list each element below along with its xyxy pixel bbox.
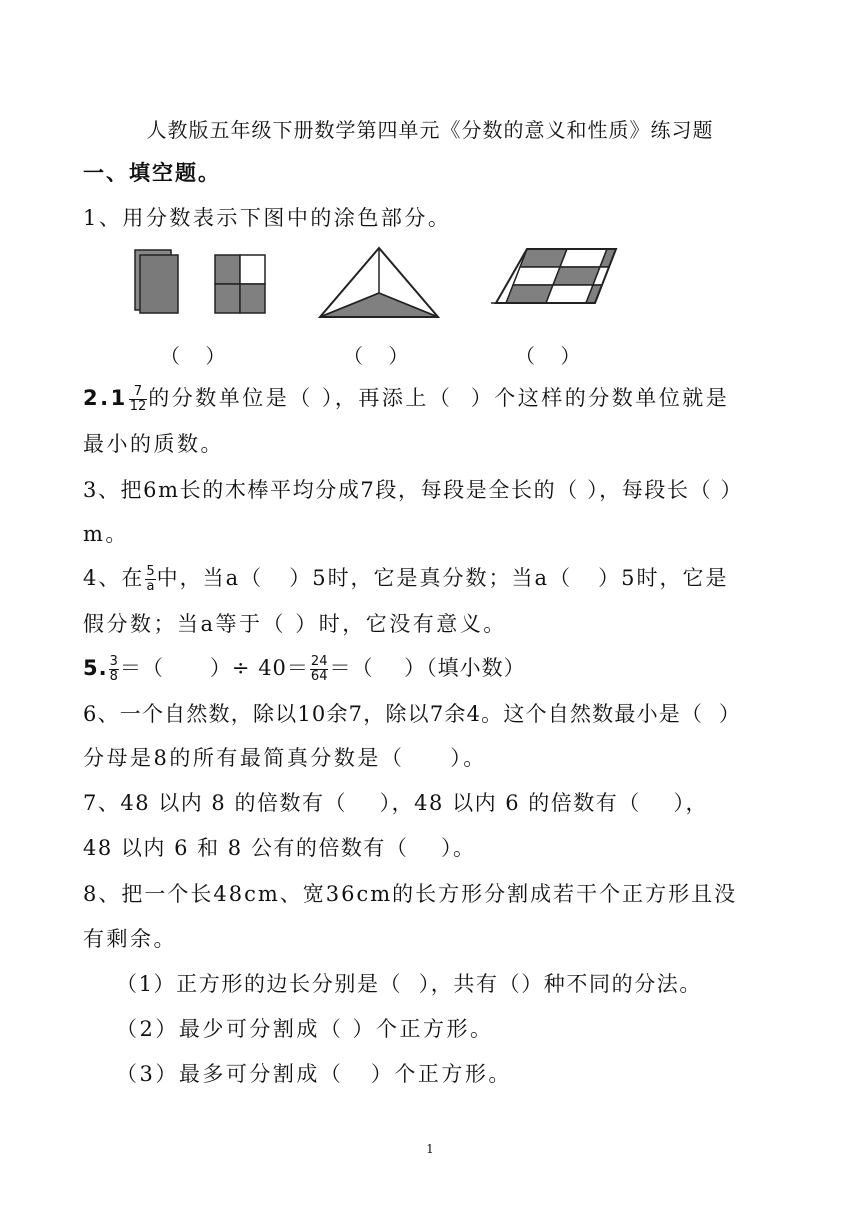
figure-square-grid [215, 255, 265, 313]
q4-fraction-numerator: 5 [146, 564, 155, 579]
question-2-line-2: 最小的质数。 [83, 432, 224, 456]
q2-fraction [129, 385, 148, 414]
q5-fraction-2 [310, 655, 329, 684]
q5-fraction-2-denominator: 64 [310, 669, 328, 684]
q1-answer-blank-3: （ ） [515, 344, 581, 368]
q4-prefix: 4、在 [83, 566, 145, 590]
q4-text: 中，当a（ ）5时，它是真分数；当a（ ）5时，它是 [156, 566, 729, 590]
question-1: 1、用分数表示下图中的涂色部分。 [83, 206, 452, 230]
question-8-line-1: 8、把一个长48cm、宽36cm的长方形分割成若干个正方形且没 [83, 882, 738, 906]
q2-number: 2.1 [83, 386, 128, 410]
q5-middle: ＝（ ）÷ 40＝ [119, 656, 309, 680]
q1-answer-blank-2: （ ） [343, 344, 409, 368]
q5-fraction-1-denominator: 8 [109, 669, 118, 684]
section-heading: 一、填空题。 [83, 161, 221, 185]
q4-fraction [145, 565, 155, 594]
question-7-line-1: 7、48 以内 8 的倍数有（ ），48 以内 6 的倍数有（ ）， [83, 791, 708, 815]
question-3-line-2: m。 [83, 522, 129, 546]
q1-answer-blank-1: （ ） [160, 344, 226, 368]
question-8-sub-1: （1）正方形的边长分别是（ ），共有（）种不同的分法。 [116, 972, 703, 996]
q2-fraction-numerator: 7 [129, 385, 148, 400]
question-6-line-1: 6、一个自然数，除以10余7，除以7余4。这个自然数最小是（ ） [83, 702, 742, 726]
question-3-line-1: 3、把6m长的木棒平均分成7段，每段是全长的（ ），每段长（ ） [83, 478, 744, 502]
question-4-line-1 [83, 564, 728, 594]
question-8-line-2: 有剩余。 [83, 927, 177, 951]
question-8-sub-3: （3）最多可分割成（ ）个正方形。 [116, 1062, 512, 1086]
q5-fraction-1-numerator: 3 [109, 654, 118, 669]
question-1-figures [0, 240, 860, 330]
question-7-line-2: 48 以内 6 和 8 公有的倍数有（ ）。 [83, 836, 476, 860]
page-number: 1 [426, 1142, 434, 1156]
q2-fraction-denominator: 12 [129, 399, 147, 414]
question-2-line-1 [83, 384, 729, 414]
q2-text: 的分数单位是（ ），再添上（ ）个这样的分数单位就是 [148, 386, 730, 410]
question-6-line-2: 分母是8的所有最简真分数是（ ）。 [83, 746, 487, 770]
q4-fraction-denominator: a [146, 579, 155, 594]
question-8-sub-2: （2）最少可分割成（ ）个正方形。 [116, 1017, 494, 1041]
q5-fraction-1 [109, 655, 119, 684]
figure-parallelogram-grid [491, 249, 616, 303]
question-5 [83, 654, 526, 684]
figure-triangle [320, 248, 438, 317]
q5-number: 5. [83, 656, 108, 680]
worksheet-title: 人教版五年级下册数学第四单元《分数的意义和性质》练习题 [146, 118, 714, 142]
q5-fraction-2-numerator: 24 [310, 654, 328, 669]
question-4-line-2: 假分数；当a等于（ ）时，它没有意义。 [83, 612, 507, 636]
figure-rectangle-shaded [135, 250, 178, 313]
q5-suffix: ＝（ ）（填小数） [329, 656, 526, 680]
